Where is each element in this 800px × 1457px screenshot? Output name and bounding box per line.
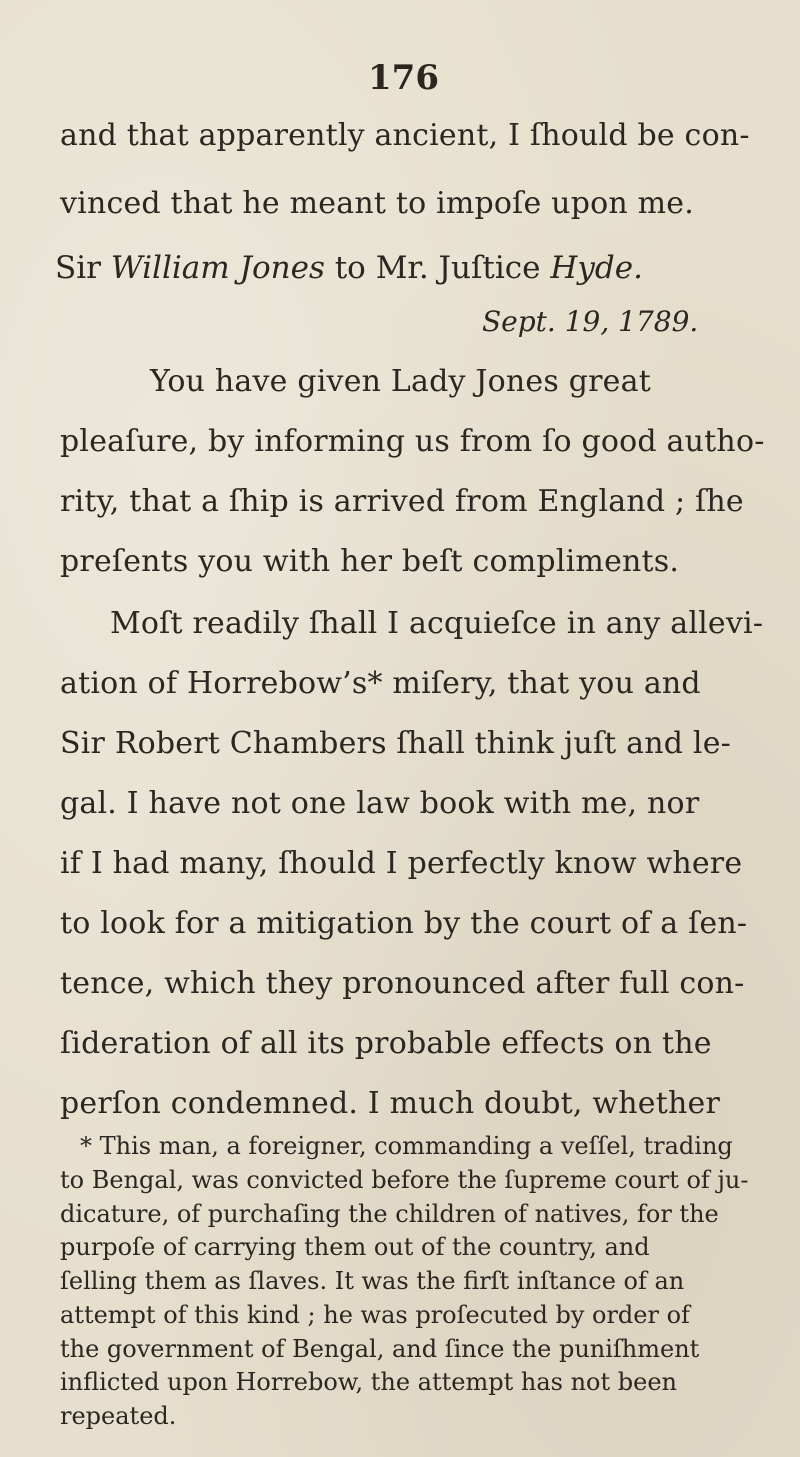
letter-line-12: ſideration of all its probable effects on the	[60, 1026, 712, 1061]
letter-line-11: tence, which they pronounced after full con-	[60, 966, 745, 1001]
heading-name-jones: Jones	[239, 250, 325, 286]
footnote-line-7: the government of Bengal, and ſince the puniſhment	[60, 1335, 700, 1363]
intro-line-2: vinced that he meant to impoſe upon me.	[60, 186, 694, 221]
footnote-line-3: dicature, of purchaſing the children of natives, for the	[60, 1200, 719, 1228]
footnote-line-5: ſelling them as ſlaves. It was the firſt inſtance of an	[60, 1267, 685, 1295]
letter-line-7: Sir Robert Chambers ſhall think juſt and le-	[60, 726, 731, 761]
footnote-line-4: purpoſe of carrying them out of the country, and	[60, 1233, 650, 1261]
heading-rest: to Mr. Juſtice	[324, 250, 551, 286]
letter-line-3: rity, that a ſhip is arrived from England ; ſhe	[60, 484, 744, 519]
footnote-line-6: attempt of this kind ; he was proſecuted by order of	[60, 1301, 690, 1329]
letter-line-6: ation of Horrebow’s* miſery, that you and	[60, 666, 701, 701]
letter-line-13: perſon condemned. I much doubt, whether	[60, 1086, 721, 1121]
letter-line-10: to look for a mitigation by the court of a ſen-	[60, 906, 748, 941]
page-number: 176	[368, 58, 439, 98]
footnote-line-2: to Bengal, was convicted before the ſupreme court of ju-	[60, 1166, 749, 1194]
footnote-line-1: * This man, a foreigner, commanding a veſſel, trading	[80, 1132, 733, 1160]
heading-prefix: Sir	[55, 250, 111, 286]
letter-line-9: if I had many, ſhould I perfectly know where	[60, 846, 743, 881]
heading-name-william: William	[110, 250, 230, 286]
heading-name-hyde: Hyde.	[550, 250, 643, 286]
letter-line-4: preſents you with her beſt compliments.	[60, 544, 680, 579]
letter-heading	[55, 250, 643, 286]
letter-line-5: Moſt readily ſhall I acquieſce in any allevi-	[110, 606, 764, 641]
letter-line-2: pleaſure, by informing us from ſo good autho-	[60, 424, 765, 459]
letter-line-1: You have given Lady Jones great	[150, 364, 651, 399]
letter-line-8: gal. I have not one law book with me, nor	[60, 786, 700, 821]
footnote-line-9: repeated.	[60, 1402, 177, 1430]
letter-date: Sept. 19, 1789.	[482, 305, 699, 338]
intro-line-1: and that apparently ancient, I ſhould be con-	[60, 118, 750, 153]
footnote-line-8: inflicted upon Horrebow, the attempt has not been	[60, 1368, 677, 1396]
